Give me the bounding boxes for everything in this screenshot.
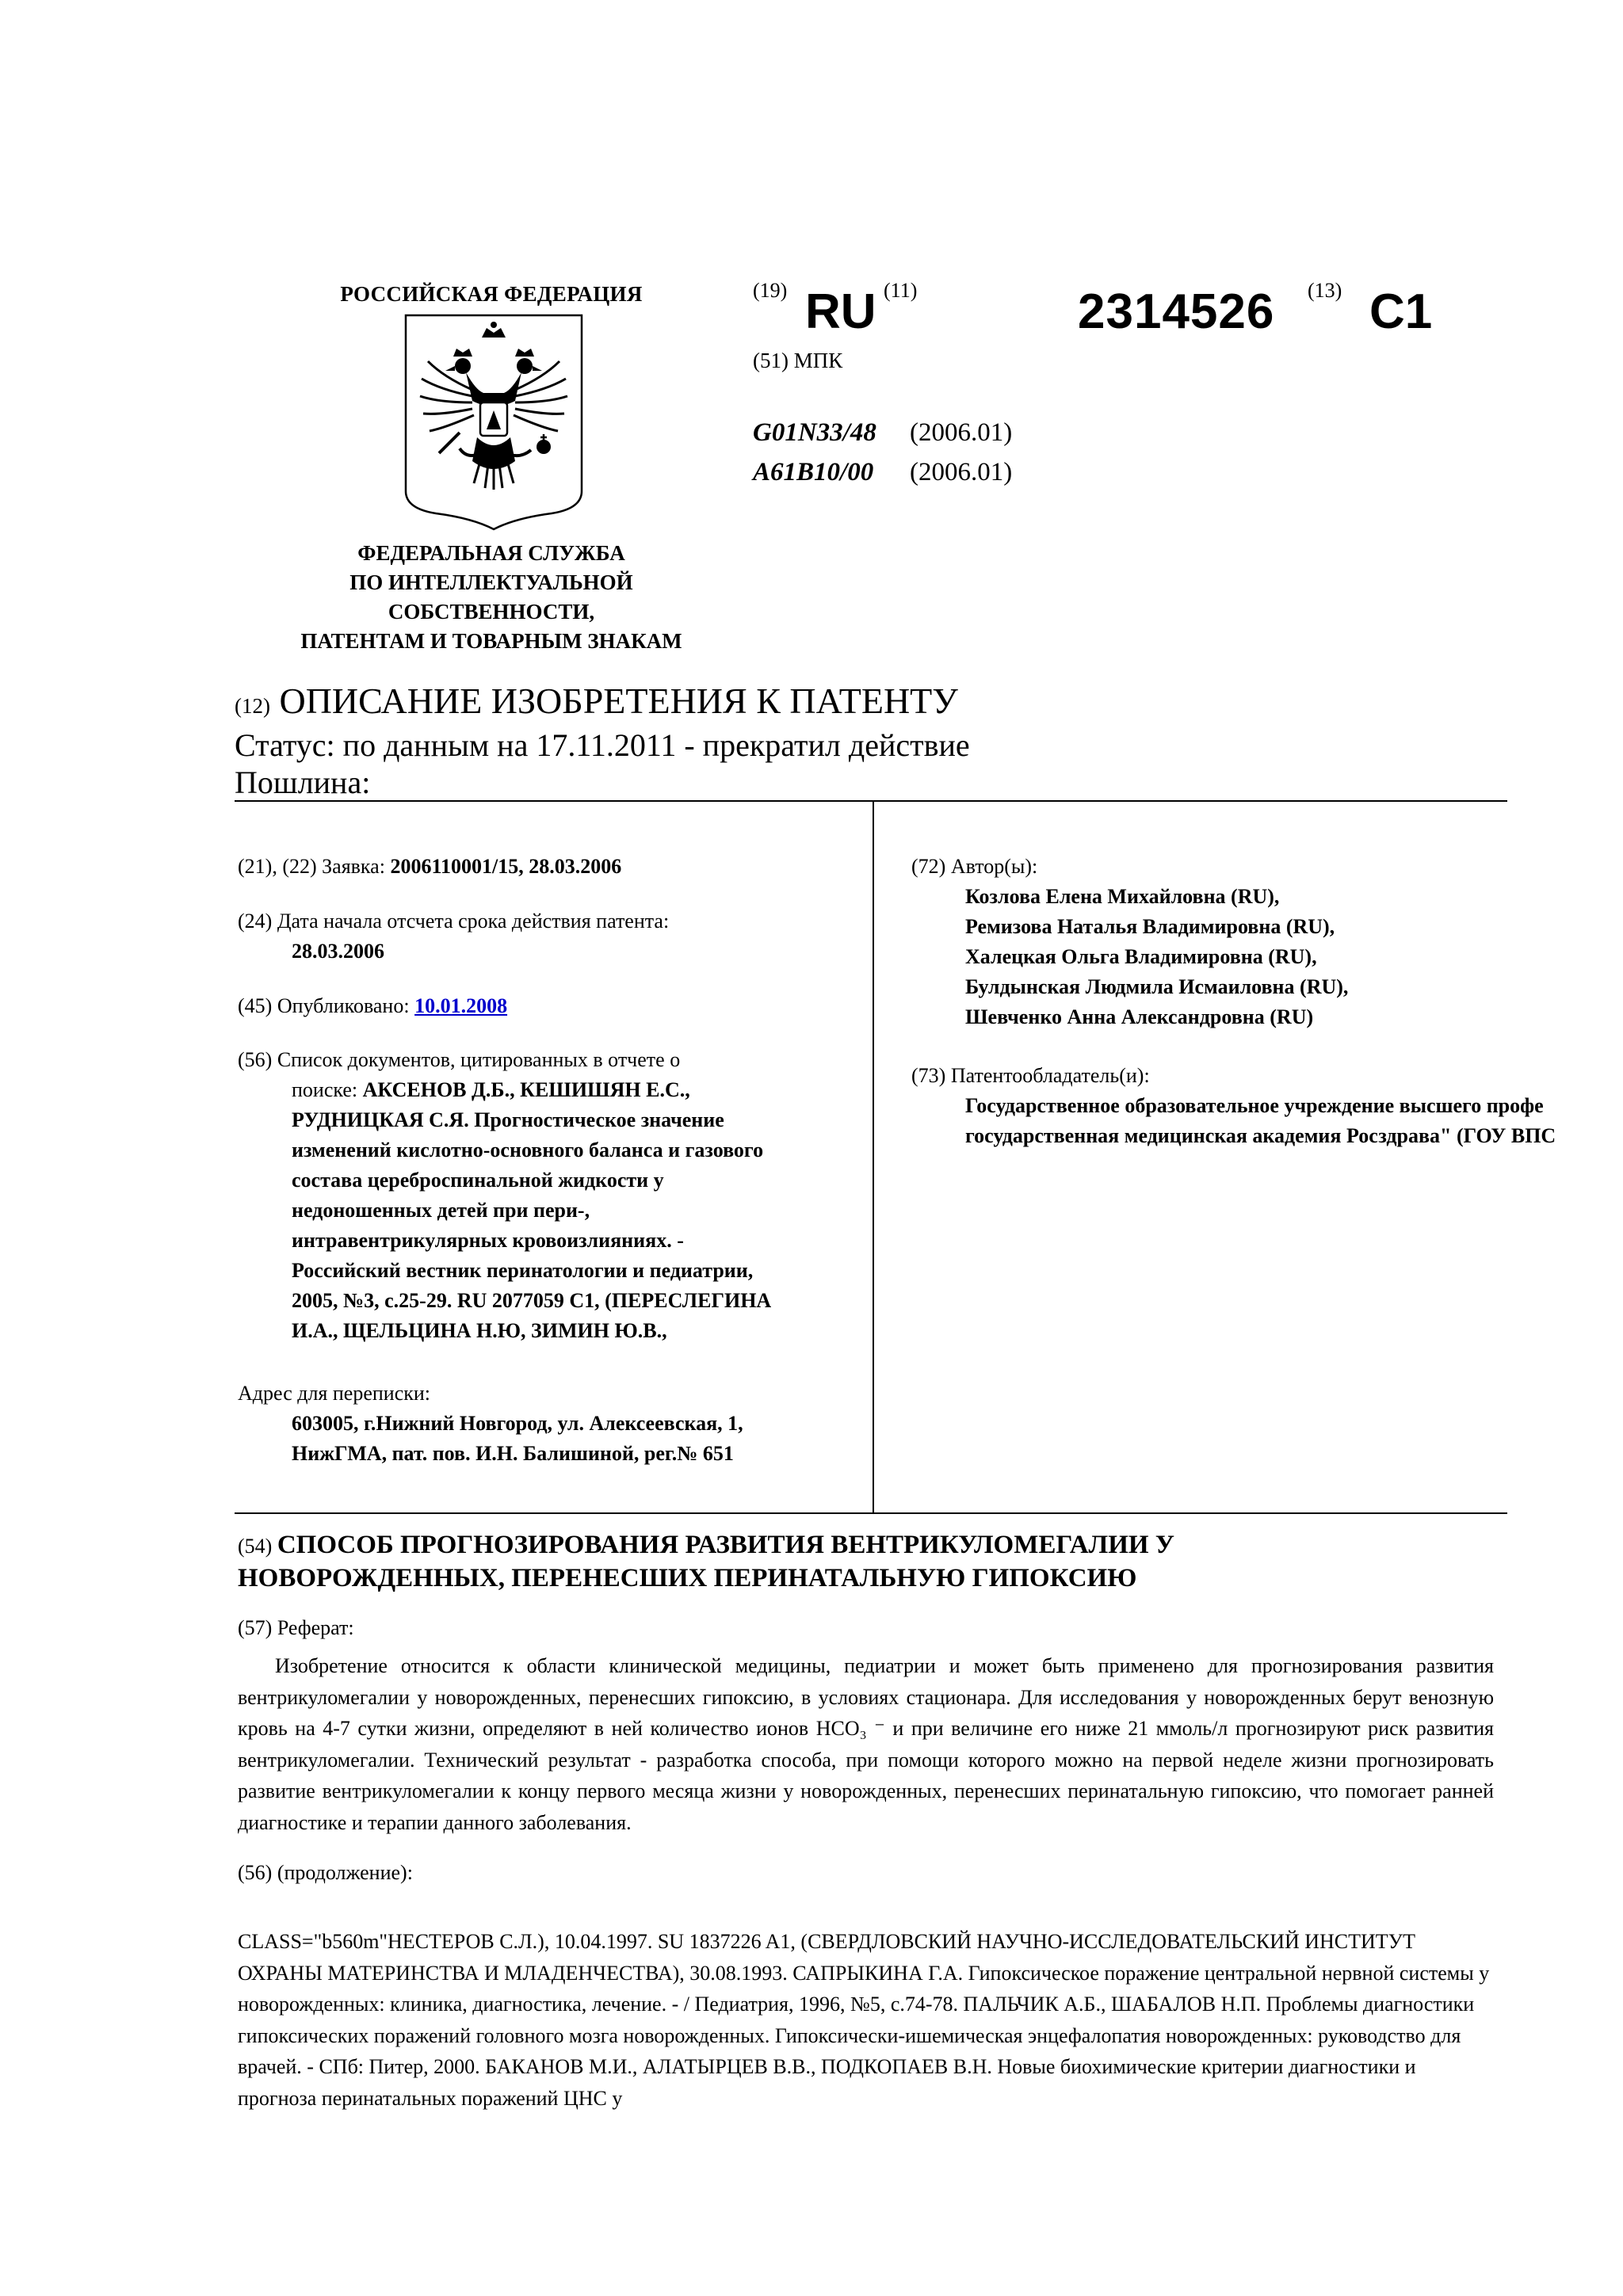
authors-label: (72) Автор(ы): [911,855,1038,878]
ipc-version: (2006.01) [910,458,1013,486]
author: Ремизова Наталья Владимировна (RU), [965,915,1335,938]
document-title [235,680,958,722]
invention-title-line: СПОСОБ ПРОГНОЗИРОВАНИЯ РАЗВИТИЯ ВЕНТРИКУЛОМЕГАЛИИ У [277,1531,1175,1559]
cited-line: 2005, №3, с.25-29. RU 2077059 C1, (ПЕРЕСЛЕГИНА [292,1289,772,1312]
agency-line: ПО ИНТЕЛЛЕКТУАЛЬНОЙ [349,570,633,594]
agency-line: ФЕДЕРАЛЬНАЯ СЛУЖБА [357,541,625,565]
field-label: (56) Список документов, цитированных в отчете о [238,1048,681,1071]
agency-line: ПАТЕНТАМ И ТОВАРНЫМ ЗНАКАМ [300,629,682,653]
continuation-label: (56) (продолжение): [238,1861,413,1884]
double-headed-eagle-emblem-icon [404,314,583,531]
ipc-entry [753,458,1012,487]
cited-documents [238,1045,872,1346]
published-date-link[interactable]: 10.01.2008 [414,994,508,1017]
term-start-value: 28.03.2006 [292,940,384,963]
abstract-label: (57) Реферат: [238,1616,354,1639]
ipc-entry [753,418,1012,448]
ipc-label: (51) МПК [753,349,843,372]
term-start-label: (24) Дата начала отсчета срока действия патента: [238,910,670,933]
ipc-code: G01N33/48 [753,418,876,447]
abstract-text: Изобретение относится к области клинической медицины, педиатрии и может быть применено для прогнозирования развития вентрикуломегалии у новорожденных, перенесших гипоксию, в условиях стационара. Для исследования у новорожденных берут венозную кровь на 4-7 сутки жизни, определяют в ней количество ионов HCO₃ ⁻ и при величине его ниже 21 ммоль/л прогнозируют риск развития вентрикуломегалии. Технический результат - разработка способа, при помощи которого можно на первой неделе жизни прогнозировать развитие вентрикуломегалии к концу первого месяца жизни у новорожденных, перенесших перинатальную гипоксию, что помогает ранней диагностике и терапии данного заболевания. [238,1654,1494,1834]
divider [235,1512,1507,1514]
ipc-version: (2006.01) [910,418,1013,447]
document-title-text: ОПИСАНИЕ ИЗОБРЕТЕНИЯ К ПАТЕНТУ [279,681,958,721]
address-line: НижГМА, пат. пов. И.Н. Балишиной, рег.№ 651 [292,1442,734,1465]
authors-list [965,882,1348,1032]
invention-title [238,1529,1174,1595]
continuation-text: CLASS="b560m"НЕСТЕРОВ С.Л.), 10.04.1997. SU 1837226 A1, (СВЕРДЛОВСКИЙ НАУЧНО-ИССЛЕДОВАТЕЛЬСКИЙ ИНСТИТУТ ОХРАНЫ МАТЕРИНСТВА И МЛАДЕНЧЕСТВА), 30.08.1993. САПРЫКИНА Г.А. Гипоксическое поражение центральной нервной системы у новорожденных: клиника, диагностика, лечение. - / Педиатрия, 1996, №5, с.74-78. ПАЛЬЧИК А.Б., ШАБАЛОВ Н.П. Проблемы диагностики гипоксических поражений головного мозга новорожденных. Гипоксически-ишемическая энцефалопатия новорожденных: руководство для врачей. - СПб: Питер, 2000. БАКАНОВ М.И., АЛАТЫРЦЕВ В.В., ПОДКОПАЕВ В.Н. Новые биохимические критерии диагностики и прогноза перинатальных поражений ЦНС у [238,1930,1490,2110]
patent-number: 2314526 [1078,284,1275,339]
cited-line: интравентрикулярных кровоизлияниях. - [292,1229,684,1252]
patent-fee: Пошлина: [235,765,371,800]
owner-line: государственная медицинская академия Росздрава" (ГОУ ВПС [965,1124,1556,1147]
patent-owner-label: (73) Патентообладатель(и): [911,1064,1150,1087]
inid-11: (11) [884,279,918,302]
address-line: 603005, г.Нижний Новгород, ул. Алексеевская, 1, [292,1412,743,1435]
application-field [238,852,621,882]
cited-line: состава цереброспинальной жидкости у [292,1169,664,1192]
agency-line: СОБСТВЕННОСТИ, [388,600,595,624]
ipc-code: A61B10/00 [753,458,874,486]
divider [235,800,1507,802]
cited-line: АКСЕНОВ Д.Б., КЕШИШЯН Е.С., [362,1078,690,1101]
invention-title-line: НОВОРОЖДЕННЫХ, ПЕРЕНЕСШИХ ПЕРИНАТАЛЬНУЮ ГИПОКСИЮ [238,1564,1137,1592]
agency-name [238,539,745,656]
cited-line: изменений кислотно-основного баланса и газового [292,1138,764,1161]
cited-line: И.А., ЩЕЛЬЦИНА Н.Ю, ЗИМИН Ю.В., [292,1319,667,1342]
field-label: поиске: [292,1078,363,1101]
author: Булдынская Людмила Исмаиловна (RU), [965,975,1349,998]
author: Халецкая Ольга Владимировна (RU), [965,945,1317,968]
inid-12: (12) [235,694,270,718]
cited-line: Российский вестник перинатологии и педиатрии, [292,1259,754,1282]
inid-19: (19) [753,279,788,302]
published-field [238,991,507,1021]
column-divider [873,801,874,1514]
author: Шевченко Анна Александровна (RU) [965,1005,1314,1028]
patent-owner [965,1091,1623,1151]
country-code: RU [805,284,876,339]
cited-line: недоношенных детей при пери-, [292,1199,590,1222]
field-value: 2006110001/15, 28.03.2006 [390,855,622,878]
cited-line: РУДНИЦКАЯ С.Я. Прогностическое значение [292,1108,724,1131]
field-label: (45) Опубликовано: [238,994,415,1017]
address-label: Адрес для переписки: [238,1382,431,1405]
kind-code: C1 [1369,284,1433,339]
patent-status: Статус: по данным на 17.11.2011 - прекратил действие [235,727,970,763]
address [292,1409,743,1469]
owner-line: Государственное образовательное учреждение высшего профе [965,1094,1544,1117]
author: Козлова Елена Михайловна (RU), [965,885,1280,908]
inid-54: (54) [238,1535,277,1558]
country-name: РОССИЙСКАЯ ФЕДЕРАЦИЯ [340,282,643,306]
inid-13: (13) [1308,279,1342,302]
field-label: (21), (22) Заявка: [238,855,391,878]
